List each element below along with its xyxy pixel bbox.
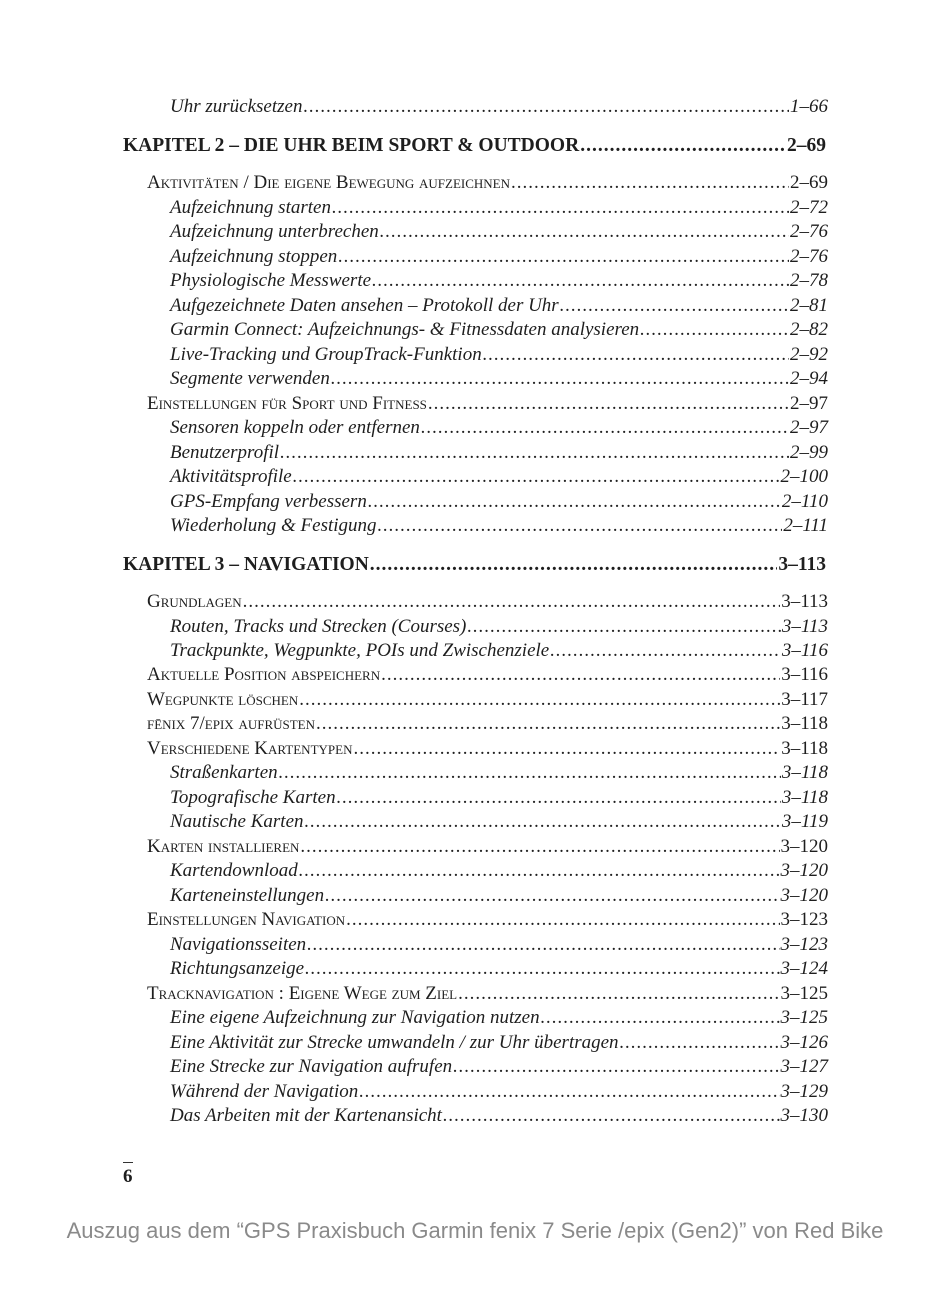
toc-entry-title: Navigationsseiten (170, 934, 307, 955)
dot-leader (279, 761, 781, 785)
dot-leader (293, 465, 780, 489)
toc-entry-sub (170, 1080, 828, 1104)
toc-entry-sub (170, 884, 828, 908)
toc-entry-page: 2–111 (783, 515, 828, 536)
toc-entry-page: 3–118 (781, 738, 828, 759)
dot-leader (428, 392, 789, 416)
toc-entry-page: 3–123 (780, 909, 828, 930)
dot-leader (305, 810, 781, 834)
toc-entry-title: Routen, Tracks und Strecken (Courses) (170, 616, 467, 637)
toc-entry-page: 3–117 (781, 689, 828, 710)
dot-leader (443, 1104, 780, 1128)
toc-entry-page: 2–110 (781, 491, 828, 512)
toc-entry-sec (147, 590, 828, 614)
toc-entry-page: 3–120 (780, 860, 828, 881)
dot-leader (353, 737, 780, 761)
toc-entry-sub (170, 318, 828, 342)
dot-leader (458, 982, 779, 1006)
toc-entry-title: Eine Aktivität zur Strecke umwandeln / zur Uhr übertragen (170, 1032, 619, 1053)
toc-entry-page: 2–82 (790, 319, 828, 340)
toc-entry-sub (170, 1104, 828, 1128)
dot-leader (380, 220, 789, 244)
toc-entry-page: 2–97 (790, 417, 828, 438)
footer-note: Auszug aus dem “GPS Praxisbuch Garmin fenix 7 Serie /epix (Gen2)” von Red Bike (66, 1218, 884, 1243)
toc-entry-sub (170, 615, 828, 639)
toc-entry-sub (170, 294, 828, 318)
toc-entry-sub (170, 196, 828, 220)
toc-entry-sub (170, 1055, 828, 1079)
dot-leader (421, 416, 789, 440)
dot-leader (243, 590, 781, 614)
toc-entry-page: 3–127 (780, 1056, 828, 1077)
toc-entry-title: Benutzerprofil (170, 442, 280, 463)
toc-entry-sub (170, 245, 828, 269)
toc-entry-title: Aktuelle Position abspeichern (147, 664, 381, 685)
toc-entry-title: Während der Navigation (170, 1081, 359, 1102)
toc-entry-title: GPS-Empfang verbessern (170, 491, 367, 512)
toc-entry-page: 3–118 (781, 787, 828, 808)
dot-leader (331, 367, 789, 391)
toc-entry-sec (147, 663, 828, 687)
dot-leader (541, 1006, 780, 1030)
dot-leader (550, 639, 781, 663)
toc-entry-page: 3–123 (780, 934, 828, 955)
dot-leader (580, 134, 786, 158)
toc-entry-page: 3–126 (780, 1032, 828, 1053)
toc-entry-page: 3–129 (780, 1081, 828, 1102)
toc-entry-sub (170, 957, 828, 981)
toc-entry-title: Grundlagen (147, 591, 242, 612)
toc-entry-title: Wiederholung & Festigung (170, 515, 377, 536)
toc-entry-page: 2–81 (790, 295, 828, 316)
toc-entry-page: 3–125 (780, 1007, 828, 1028)
dot-leader (368, 490, 781, 514)
toc-entry-title: Das Arbeiten mit der Kartenansicht (170, 1105, 442, 1126)
dot-leader (337, 786, 781, 810)
dot-leader (299, 688, 780, 712)
dot-leader (453, 1055, 779, 1079)
toc-entry-title: Aufzeichnung stoppen (170, 246, 338, 267)
toc-entry-title: Richtungsanzeige (170, 958, 305, 979)
toc-entry-page: 3–116 (781, 664, 828, 685)
toc-entry-title: Physiologische Messwerte (170, 270, 372, 291)
toc-entry-page: 3–120 (780, 836, 828, 857)
toc-entry-sub (170, 95, 828, 119)
toc-entry-title: Aufzeichnung unterbrechen (170, 221, 379, 242)
toc-entry-title: Aktivitätsprofile (170, 466, 292, 487)
toc-entry-page: 3–113 (781, 616, 828, 637)
dot-leader (467, 615, 781, 639)
toc-entry-page: 2–97 (790, 393, 828, 414)
dot-leader (303, 95, 789, 119)
toc-entry-sub (170, 1006, 828, 1030)
dot-leader (640, 318, 789, 342)
toc-entry-page: 3–116 (781, 640, 828, 661)
dot-leader (378, 514, 783, 538)
toc-entry-page: 3–125 (780, 983, 828, 1004)
toc-entry-sub (170, 343, 828, 367)
toc-entry-sub (170, 933, 828, 957)
toc-entry-page: 3–118 (781, 762, 828, 783)
toc-entry-title: Karten installieren (147, 836, 300, 857)
toc-entry-title: Aufzeichnung starten (170, 197, 331, 218)
toc-entry-title: Garmin Connect: Aufzeichnungs- & Fitnessdaten analysieren (170, 319, 640, 340)
toc-entry-title: Uhr zurücksetzen (170, 96, 303, 117)
dot-leader (299, 859, 780, 883)
page-number: 6 (123, 1166, 133, 1187)
toc-entry-sub (170, 761, 828, 785)
toc-entry-sub (170, 1031, 828, 1055)
toc-entry-page: 2–76 (790, 246, 828, 267)
toc-entry-title: Segmente verwenden (170, 368, 330, 389)
toc-entry-page: 3–124 (780, 958, 828, 979)
dot-leader (359, 1080, 779, 1104)
toc-entry-title: Straßenkarten (170, 762, 278, 783)
toc-entry-sub (170, 269, 828, 293)
toc-entry-title: Eine eigene Aufzeichnung zur Navigation nutzen (170, 1007, 540, 1028)
toc-entry-title: Wegpunkte löschen (147, 689, 299, 710)
dot-leader (338, 245, 789, 269)
toc-entry-title: Tracknavigation : Eigene Wege zum Ziel (147, 983, 458, 1004)
dot-leader (307, 933, 779, 957)
toc-entry-title: KAPITEL 3 – NAVIGATION (123, 554, 369, 575)
dot-leader (325, 884, 779, 908)
toc-entry-sub (170, 810, 828, 834)
toc-entry-sec (147, 835, 828, 859)
toc-entry-title: Trackpunkte, Wegpunkte, POIs und Zwischenziele (170, 640, 550, 661)
toc-entry-title: Verschiedene Kartentypen (147, 738, 353, 759)
toc-entry-page: 2–78 (790, 270, 828, 291)
toc-entry-page: 3–130 (780, 1105, 828, 1126)
toc-entry-sec (147, 737, 828, 761)
toc-entry-sec (147, 908, 828, 932)
toc-entry-page: 3–118 (781, 713, 828, 734)
toc-entry-sub (170, 367, 828, 391)
toc-entry-sub (170, 441, 828, 465)
toc-entry-sub (170, 220, 828, 244)
dot-leader (372, 269, 789, 293)
toc-entry-title: Einstellungen Navigation (147, 909, 346, 930)
dot-leader (316, 712, 780, 736)
toc-entry-sub (170, 514, 828, 538)
toc-entry-page: 2–100 (780, 466, 828, 487)
toc-entry-page: 2–99 (790, 442, 828, 463)
dot-leader (300, 835, 779, 859)
toc-entry-title: Eine Strecke zur Navigation aufrufen (170, 1056, 453, 1077)
toc-entry-title: Topografische Karten (170, 787, 336, 808)
toc-entry-sec (147, 688, 828, 712)
dot-leader (560, 294, 789, 318)
toc-entry-sec (147, 712, 828, 736)
dot-leader (305, 957, 779, 981)
dot-leader (511, 171, 789, 195)
toc-entry-chap (123, 134, 826, 158)
dot-leader (483, 343, 789, 367)
toc-entry-sub (170, 465, 828, 489)
page-number-rule (123, 1162, 133, 1163)
toc-entry-title: Kartendownload (170, 860, 298, 881)
dot-leader (620, 1031, 780, 1055)
toc-entry-sub (170, 416, 828, 440)
toc-entry-title: Live-Tracking und GroupTrack-Funktion (170, 344, 482, 365)
toc-entry-chap (123, 553, 826, 577)
toc-entry-sub (170, 859, 828, 883)
toc-entry-title: Karteneinstellungen (170, 885, 325, 906)
toc-entry-title: Nautische Karten (170, 811, 304, 832)
dot-leader (346, 908, 779, 932)
toc-entry-page: 2–72 (790, 197, 828, 218)
toc-entry-title: fēnix 7/epix aufrüsten (147, 713, 316, 734)
toc-entry-sub (170, 786, 828, 810)
toc-entry-sec (147, 982, 828, 1006)
toc-entry-page: 3–113 (781, 591, 828, 612)
dot-leader (280, 441, 789, 465)
toc-entry-title: Aufgezeichnete Daten ansehen – Protokoll der Uhr (170, 295, 559, 316)
toc-entry-page: 2–94 (790, 368, 828, 389)
dot-leader (381, 663, 780, 687)
toc-entry-page: 1–66 (790, 96, 828, 117)
dot-leader (370, 553, 778, 577)
toc-entry-page: 3–119 (781, 811, 828, 832)
toc-entry-sub (170, 490, 828, 514)
toc-entry-title: Aktivitäten / Die eigene Bewegung aufzeichnen (147, 172, 511, 193)
toc-entry-page: 2–69 (787, 135, 826, 156)
toc-entry-page: 2–69 (790, 172, 828, 193)
toc-entry-title: KAPITEL 2 – DIE UHR BEIM SPORT & OUTDOOR (123, 135, 580, 156)
toc-entry-page: 2–92 (790, 344, 828, 365)
toc-entry-page: 3–113 (778, 554, 826, 575)
dot-leader (332, 196, 789, 220)
toc-entry-sec (147, 392, 828, 416)
toc-entry-page: 2–76 (790, 221, 828, 242)
toc-entry-sec (147, 171, 828, 195)
toc-entry-title: Einstellungen für Sport und Fitness (147, 393, 427, 414)
toc-entry-page: 3–120 (780, 885, 828, 906)
toc-entry-title: Sensoren koppeln oder entfernen (170, 417, 420, 438)
toc-entry-sub (170, 639, 828, 663)
